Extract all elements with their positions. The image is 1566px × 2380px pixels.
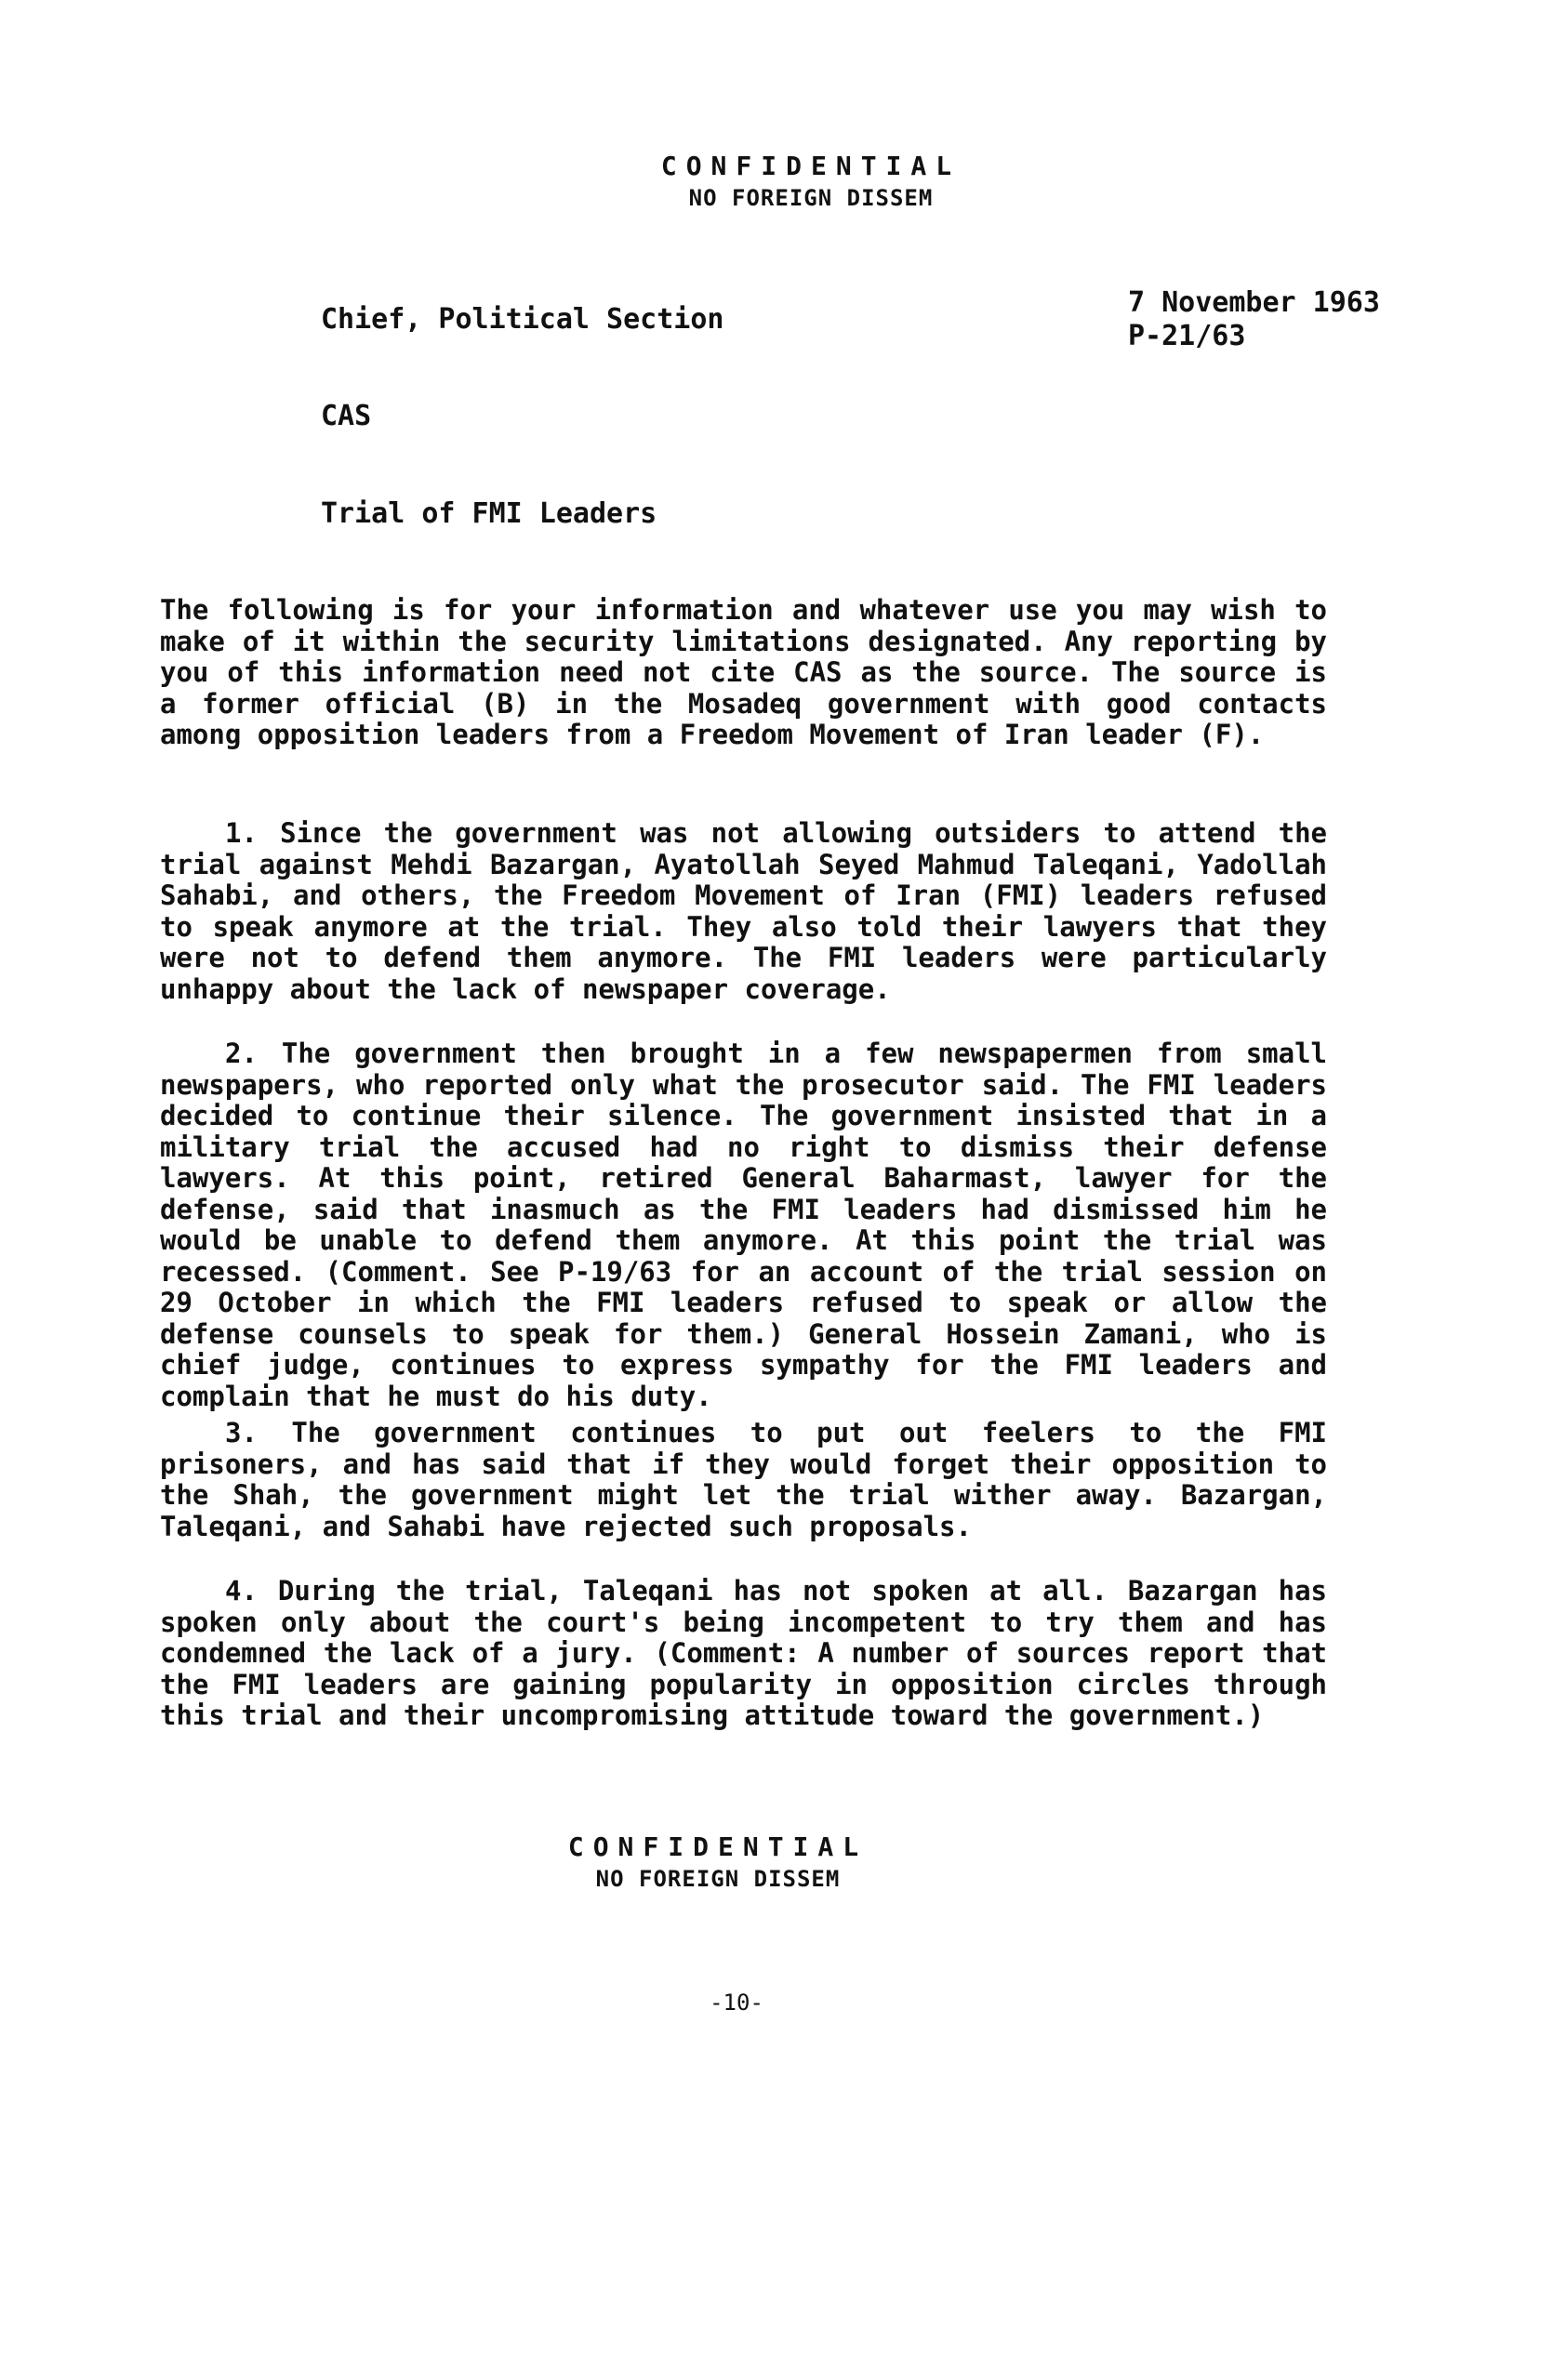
classification-header <box>28 151 1566 214</box>
classification-label: CONFIDENTIAL <box>567 1831 869 1862</box>
intro-paragraph: The following is for your information and whatever use you may wish to make of it within the security limitations designated. Any reporting by you of this information need not cite CAS as the source. The source is a former official (B) in the Mosadeq government with good contacts among opposition leaders from a Freedom Movement of Iran leader (F). <box>160 594 1327 750</box>
dissemination-label: NO FOREIGN DISSEM <box>595 1866 841 1892</box>
paragraph-4: 4. During the trial, Taleqani has not spoken at all. Bazargan has spoken only about the court's being incompetent to try them and has condemned the lack of a jury. (Comment: A number of sources report that the FMI leaders are gaining popularity in opposition circles through this trial and their uncompromising attitude toward the government.) <box>160 1575 1327 1731</box>
paragraph-1: 1. Since the government was not allowing outsiders to attend the trial against Mehdi Bazargan, Ayatollah Seyed Mahmud Taleqani, Yadollah Sahabi, and others, the Freedom Movement of Iran (FMI) leaders refused to speak anymore at the trial. They also told their lawyers that they were not to defend them anymore. The FMI leaders were particularly unhappy about the lack of newspaper coverage. <box>160 817 1327 1005</box>
classification-footer <box>0 1831 1501 1895</box>
memo-date: 7 November 1963 <box>1128 286 1380 319</box>
paragraph-3: 3. The government continues to put out feelers to the FMI prisoners, and has said that if they would forget their opposition to the Shah, the government might let the trial wither away. Bazargan, Taleqani, and Sahabi have rejected such proposals. <box>160 1417 1327 1542</box>
memo-reference: P-21/63 <box>1128 320 1246 352</box>
page-number: -10- <box>710 1990 763 2016</box>
paragraph-2: 2. The government then brought in a few newspapermen from small newspapers, who reported only what the prosecutor said. The FMI leaders decided to continue their silence. The government insisted that in a military trial the accused had no right to dismiss their defense lawyers. At this point, retired General Baharmast, lawyer for the defense, said that inasmuch as the FMI leaders had dismissed him he would be unable to defend them anymore. At this point the trial was recessed. (Comment. See P-19/63 for an account of the trial session on 29 October in which the FMI leaders refused to speak or allow the defense counsels to speak for them.) General Hossein Zamani, who is chief judge, continues to express sympathy for the FMI leaders and complain that he must do his duty. <box>160 1038 1327 1412</box>
subject-line: Trial of FMI Leaders <box>321 497 657 530</box>
date-reference-block <box>1128 286 1380 353</box>
addressee: Chief, Political Section <box>321 303 724 336</box>
classification-label: CONFIDENTIAL <box>660 151 962 181</box>
sender: CAS <box>321 400 372 432</box>
dissemination-label: NO FOREIGN DISSEM <box>688 185 934 211</box>
